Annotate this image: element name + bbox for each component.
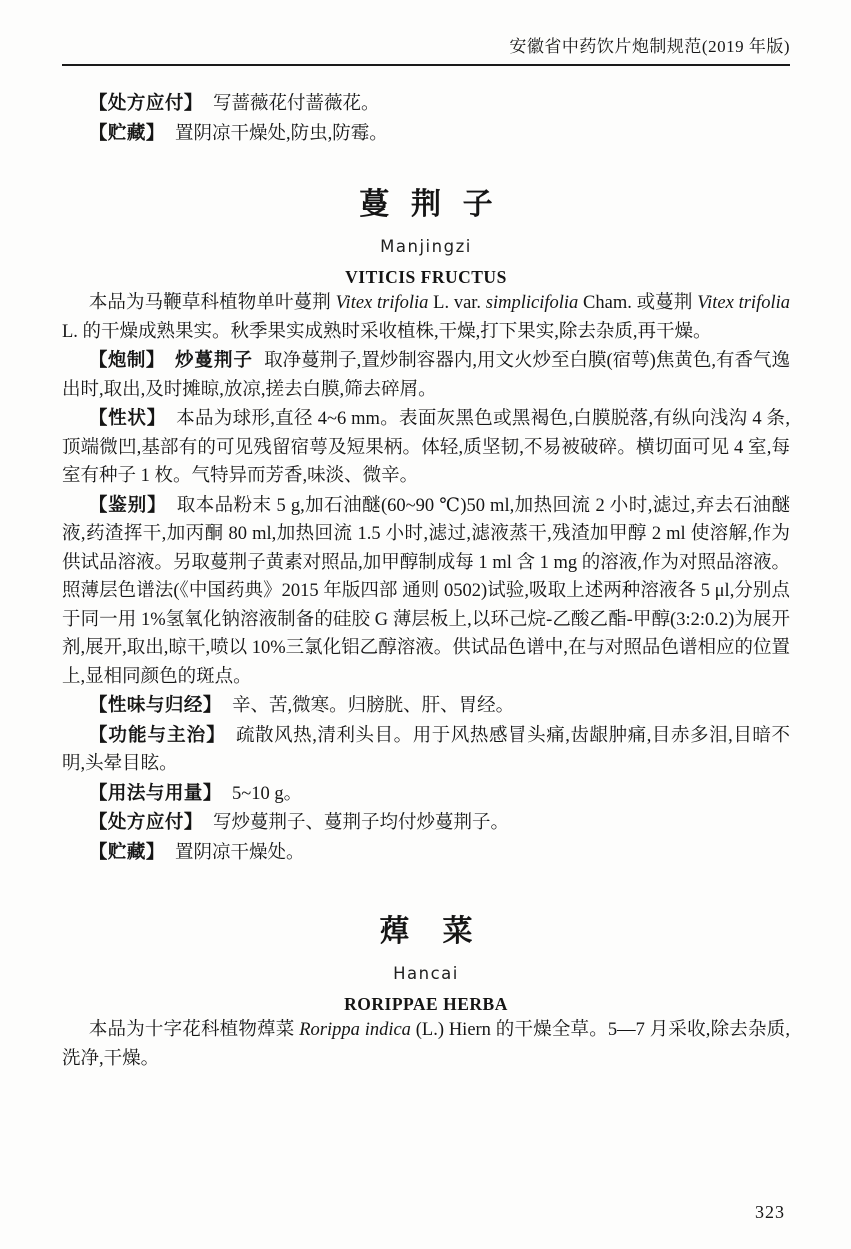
previous-monograph-tail [62,89,790,148]
header-rule [62,64,790,66]
section-label: 【炮制】 [88,349,165,370]
section-text: 取本品粉末 5 g,加石油醚(60~90 ℃)50 ml,加热回流 2 小时,滤过,弃去石油醚液,药渣挥干,加丙酮 80 ml,加热回流 1.5 小时,滤过,滤液蒸干,残渣加甲醇 2 ml 使溶解,作为供试品溶液。另取蔓荆子黄素对照品,加甲醇制成每 1 ml 含 1 mg 的溶液,作为对照品溶液。照薄层色谱法(《中国药典》2015 年版四部 通则 0502)试验,吸取上述两种溶液各 5 μl,分别点于同一用 1%氢氧化钠溶液制备的硅胶 G 薄层板上,以环己烷-乙酸乙酯-甲醇(3:2:0.2)为展开剂,展开,取出,晾干,喷以 10%三氯化铝乙醇溶液。供试品色谱中,在与对照品色谱相应的位置上,显相同颜色的斑点。 [62,495,790,687]
section-text: 置阴凉干燥处。 [175,842,305,863]
section-label: 【性状】 [88,407,167,428]
section-label: 【处方应付】 [88,92,203,113]
section-label: 【性味与归经】 [88,694,222,715]
section-label: 【用法与用量】 [88,781,222,803]
section-text: 5~10 g。 [232,783,303,804]
monograph-latin-name-manjingzi: VITICIS FRUCTUS [345,267,507,287]
section-text: 写炒蔓荆子、蔓荆子均付炒蔓荆子。 [213,813,510,833]
page-header [62,0,790,66]
monograph-pinyin-manjingzi: Manjingzi [380,237,472,256]
section-zhucang [62,838,790,868]
monograph-heading-hancai [62,912,790,1016]
section-text: 置阴凉干燥处,防虫,防霉。 [175,123,388,144]
monograph-title-manjingzi: 蔓荆子 [359,188,515,221]
monograph-title-hancai: 蔊菜 [379,915,506,948]
section-jianbie [62,491,790,692]
section-chufang-yingfu [62,808,790,838]
monograph-heading-manjingzi [62,185,790,289]
section-zhucang-prev [62,119,790,149]
section-label: 【贮藏】 [88,121,165,143]
section-text: 疏散风热,清利头目。用于风热感冒头痛,齿龈肿痛,目赤多泪,目暗不明,头晕目眩。 [62,725,790,774]
monograph-pinyin-hancai: Hancai [393,964,459,983]
monograph-intro-hancai: 本品为十字花科植物蔊菜 Rorippa indica (L.) Hiern 的干燥全草。5—7 月采收,除去杂质,洗净,干燥。 [62,1020,790,1069]
monograph-latin-name-hancai: RORIPPAE HERBA [344,994,508,1014]
page-number: 323 [755,1202,785,1222]
section-gongneng-zhuzhi [62,721,790,779]
section-text: 辛、苦,微寒。归膀胱、肝、胃经。 [232,696,515,716]
section-label: 【处方应付】 [88,811,203,832]
monograph-intro-manjingzi: 本品为马鞭草科植物单叶蔓荆 Vitex trifolia L. var. simplicifolia Cham. 或蔓荆 Vitex trifolia L. 的干燥成熟果实。秋季果实成熟时采收植株,干燥,打下果实,除去杂质,再干燥。 [62,293,790,342]
header-title: 安徽省中药饮片炮制规范(2019 年版) [509,37,790,56]
section-label: 【鉴别】 [88,493,167,515]
section-label: 【功能与主治】 [88,723,226,745]
section-text: 写蔷薇花付蔷薇花。 [213,94,380,114]
section-paozhi [62,346,790,404]
section-sublabel: 炒蔓荆子 [175,349,254,370]
section-text: 本品为球形,直径 4~6 mm。表面灰黑色或黑褐色,白膜脱落,有纵向浅沟 4 条,顶端微凹,基部有的可见残留宿萼及短果柄。体轻,质坚韧,不易被破碎。横切面可见 4 室,每室有种子 1 枚。气特异而芳香,味淡、微辛。 [62,409,790,486]
section-text: 取净蔓荆子,置炒制容器内,用文火炒至白膜(宿萼)焦黄色,有香气逸出时,取出,及时摊晾,放凉,搓去白膜,筛去碎屑。 [62,351,790,400]
section-label: 【贮藏】 [88,840,165,862]
section-xingwei-guijing [62,691,790,721]
section-yongfa-yongliang [62,779,790,809]
section-xingzhuang [62,404,790,491]
section-chufang-yingfu-prev [62,89,790,119]
